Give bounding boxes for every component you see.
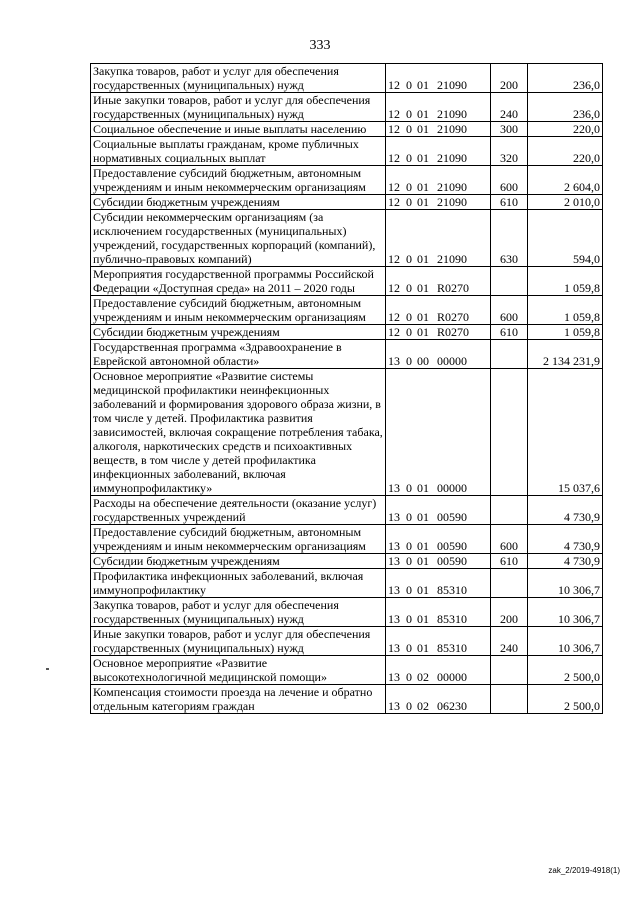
budget-classification-code: [386, 369, 491, 496]
direction-code: 00000: [437, 354, 467, 368]
amount: 2 500,0: [528, 685, 603, 714]
event-code: 02: [417, 699, 429, 713]
expense-type-code: [491, 369, 528, 496]
budget-classification-code: [386, 656, 491, 685]
expense-type-code: 240: [491, 93, 528, 122]
table-row: [91, 569, 603, 598]
direction-code: 00000: [437, 481, 467, 495]
expense-description: Субсидии бюджетным учреждениям: [91, 195, 386, 210]
direction-code: R0270: [437, 281, 470, 295]
table-row: [91, 340, 603, 369]
budget-classification-code: [386, 525, 491, 554]
direction-code: 21090: [437, 122, 467, 136]
event-code: 00: [417, 354, 429, 368]
expense-type-code: 610: [491, 325, 528, 340]
program-code: 13: [388, 554, 400, 568]
event-code: 01: [417, 583, 429, 597]
amount: 594,0: [528, 210, 603, 267]
expense-description: Субсидии бюджетным учреждениям: [91, 325, 386, 340]
budget-classification-code: [386, 296, 491, 325]
budget-classification-code: [386, 627, 491, 656]
amount: 220,0: [528, 122, 603, 137]
event-code: 01: [417, 252, 429, 266]
event-code: 01: [417, 612, 429, 626]
table-row: [91, 325, 603, 340]
event-code: 01: [417, 510, 429, 524]
expense-type-code: 600: [491, 525, 528, 554]
table-row: [91, 137, 603, 166]
table-row: [91, 122, 603, 137]
program-code: 12: [388, 310, 400, 324]
subprogram-code: 0: [406, 481, 412, 495]
budget-classification-code: [386, 93, 491, 122]
table-row: [91, 296, 603, 325]
event-code: 01: [417, 539, 429, 553]
table-row: [91, 685, 603, 714]
table-row: [91, 210, 603, 267]
subprogram-code: 0: [406, 641, 412, 655]
amount: 4 730,9: [528, 525, 603, 554]
expense-description: Предоставление субсидий бюджетным, автономным учреждениям и иным некоммерческим организациям: [91, 296, 386, 325]
amount: 2 500,0: [528, 656, 603, 685]
expense-type-code: 200: [491, 64, 528, 93]
event-code: 01: [417, 78, 429, 92]
direction-code: 21090: [437, 107, 467, 121]
subprogram-code: 0: [406, 281, 412, 295]
program-code: 13: [388, 539, 400, 553]
amount: 2 604,0: [528, 166, 603, 195]
expense-type-code: 300: [491, 122, 528, 137]
expense-description: Расходы на обеспечение деятельности (оказание услуг) государственных учреждений: [91, 496, 386, 525]
program-code: 13: [388, 583, 400, 597]
program-code: 12: [388, 122, 400, 136]
direction-code: 21090: [437, 195, 467, 209]
direction-code: R0270: [437, 310, 470, 324]
amount: 10 306,7: [528, 598, 603, 627]
subprogram-code: 0: [406, 554, 412, 568]
amount: 2 010,0: [528, 195, 603, 210]
expense-type-code: 240: [491, 627, 528, 656]
expense-type-code: 630: [491, 210, 528, 267]
expense-description: Социальные выплаты гражданам, кроме публичных нормативных социальных выплат: [91, 137, 386, 166]
budget-table-body: [91, 64, 603, 714]
event-code: 02: [417, 670, 429, 684]
budget-table: [90, 63, 603, 714]
direction-code: 21090: [437, 78, 467, 92]
subprogram-code: 0: [406, 107, 412, 121]
subprogram-code: 0: [406, 151, 412, 165]
table-row: [91, 525, 603, 554]
expense-type-code: [491, 685, 528, 714]
budget-classification-code: [386, 325, 491, 340]
subprogram-code: 0: [406, 180, 412, 194]
budget-classification-code: [386, 340, 491, 369]
expense-type-code: 610: [491, 195, 528, 210]
expense-type-code: [491, 340, 528, 369]
subprogram-code: 0: [406, 670, 412, 684]
direction-code: 21090: [437, 180, 467, 194]
budget-classification-code: [386, 267, 491, 296]
table-row: [91, 369, 603, 496]
expense-description: Социальное обеспечение и иные выплаты населению: [91, 122, 386, 137]
program-code: 13: [388, 481, 400, 495]
expense-type-code: 600: [491, 296, 528, 325]
subprogram-code: 0: [406, 325, 412, 339]
direction-code: 85310: [437, 612, 467, 626]
program-code: 12: [388, 281, 400, 295]
subprogram-code: 0: [406, 583, 412, 597]
budget-classification-code: [386, 64, 491, 93]
event-code: 01: [417, 310, 429, 324]
event-code: 01: [417, 325, 429, 339]
event-code: 01: [417, 481, 429, 495]
program-code: 13: [388, 510, 400, 524]
program-code: 13: [388, 641, 400, 655]
subprogram-code: 0: [406, 699, 412, 713]
budget-classification-code: [386, 554, 491, 569]
expense-type-code: [491, 656, 528, 685]
program-code: 12: [388, 195, 400, 209]
table-row: [91, 64, 603, 93]
expense-description: Предоставление субсидий бюджетным, автономным учреждениям и иным некоммерческим организациям: [91, 166, 386, 195]
event-code: 01: [417, 151, 429, 165]
document-footer-code: zak_2/2019-4918(1): [548, 866, 620, 875]
budget-classification-code: [386, 685, 491, 714]
amount: 4 730,9: [528, 554, 603, 569]
direction-code: 00000: [437, 670, 467, 684]
table-row: [91, 656, 603, 685]
amount: 10 306,7: [528, 569, 603, 598]
amount: 236,0: [528, 93, 603, 122]
budget-classification-code: [386, 166, 491, 195]
event-code: 01: [417, 107, 429, 121]
event-code: 01: [417, 281, 429, 295]
amount: 15 037,6: [528, 369, 603, 496]
event-code: 01: [417, 180, 429, 194]
expense-type-code: 610: [491, 554, 528, 569]
subprogram-code: 0: [406, 612, 412, 626]
expense-description: Закупка товаров, работ и услуг для обеспечения государственных (муниципальных) нужд: [91, 64, 386, 93]
table-row: [91, 93, 603, 122]
expense-type-code: 600: [491, 166, 528, 195]
expense-description: Компенсация стоимости проезда на лечение и обратно отдельным категориям граждан: [91, 685, 386, 714]
table-row: [91, 554, 603, 569]
direction-code: 06230: [437, 699, 467, 713]
program-code: 13: [388, 670, 400, 684]
program-code: 13: [388, 699, 400, 713]
event-code: 01: [417, 122, 429, 136]
subprogram-code: 0: [406, 252, 412, 266]
amount: 1 059,8: [528, 267, 603, 296]
table-row: [91, 627, 603, 656]
program-code: 12: [388, 252, 400, 266]
table-row: [91, 598, 603, 627]
amount: 236,0: [528, 64, 603, 93]
subprogram-code: 0: [406, 510, 412, 524]
budget-classification-code: [386, 195, 491, 210]
page-number: 333: [309, 38, 331, 53]
expense-description: Предоставление субсидий бюджетным, автономным учреждениям и иным некоммерческим организациям: [91, 525, 386, 554]
budget-classification-code: [386, 210, 491, 267]
subprogram-code: 0: [406, 354, 412, 368]
expense-type-code: [491, 267, 528, 296]
expense-description: Субсидии бюджетным учреждениям: [91, 554, 386, 569]
expense-type-code: [491, 496, 528, 525]
subprogram-code: 0: [406, 539, 412, 553]
expense-description: Субсидии некоммерческим организациям (за исключением государственных (муниципальных) учреждений, государственных корпораций (компаний), публично-правовых компаний): [91, 210, 386, 267]
expense-description: Иные закупки товаров, работ и услуг для обеспечения государственных (муниципальных) нужд: [91, 627, 386, 656]
direction-code: 00590: [437, 554, 467, 568]
subprogram-code: 0: [406, 122, 412, 136]
direction-code: 21090: [437, 252, 467, 266]
program-code: 12: [388, 107, 400, 121]
expense-description: Профилактика инфекционных заболеваний, включая иммунопрофилактику: [91, 569, 386, 598]
subprogram-code: 0: [406, 310, 412, 324]
subprogram-code: 0: [406, 78, 412, 92]
table-row: [91, 195, 603, 210]
direction-code: 85310: [437, 583, 467, 597]
budget-classification-code: [386, 122, 491, 137]
amount: 1 059,8: [528, 296, 603, 325]
direction-code: R0270: [437, 325, 470, 339]
direction-code: 21090: [437, 151, 467, 165]
subprogram-code: 0: [406, 195, 412, 209]
program-code: 12: [388, 151, 400, 165]
event-code: 01: [417, 195, 429, 209]
program-code: 12: [388, 180, 400, 194]
program-code: 12: [388, 325, 400, 339]
expense-description: Основное мероприятие «Развитие системы медицинской профилактики неинфекционных заболеваний и формирования здорового образа жизни, в том числе у детей. Профилактика развития зависимостей, включая сокращение потребления табака, алкоголя, наркотических средств и психоактивных веществ, в том числе у детей профилактика инфекционных заболеваний, включая иммунопрофилактику»: [91, 369, 386, 496]
budget-classification-code: [386, 569, 491, 598]
budget-classification-code: [386, 598, 491, 627]
scan-mark: [46, 668, 49, 670]
event-code: 01: [417, 554, 429, 568]
direction-code: 00590: [437, 510, 467, 524]
budget-classification-code: [386, 137, 491, 166]
amount: 1 059,8: [528, 325, 603, 340]
expense-type-code: 320: [491, 137, 528, 166]
expense-description: Основное мероприятие «Развитие высокотехнологичной медицинской помощи»: [91, 656, 386, 685]
expense-description: Закупка товаров, работ и услуг для обеспечения государственных (муниципальных) нужд: [91, 598, 386, 627]
amount: 2 134 231,9: [528, 340, 603, 369]
amount: 10 306,7: [528, 627, 603, 656]
table-row: [91, 267, 603, 296]
budget-classification-code: [386, 496, 491, 525]
table-row: [91, 496, 603, 525]
event-code: 01: [417, 641, 429, 655]
expense-type-code: [491, 569, 528, 598]
program-code: 13: [388, 354, 400, 368]
expense-description: Иные закупки товаров, работ и услуг для обеспечения государственных (муниципальных) нужд: [91, 93, 386, 122]
direction-code: 00590: [437, 539, 467, 553]
amount: 220,0: [528, 137, 603, 166]
table-row: [91, 166, 603, 195]
expense-type-code: 200: [491, 598, 528, 627]
program-code: 13: [388, 612, 400, 626]
expense-description: Мероприятия государственной программы Российской Федерации «Доступная среда» на 2011 – 2020 годы: [91, 267, 386, 296]
direction-code: 85310: [437, 641, 467, 655]
expense-description: Государственная программа «Здравоохранение в Еврейской автономной области»: [91, 340, 386, 369]
program-code: 12: [388, 78, 400, 92]
amount: 4 730,9: [528, 496, 603, 525]
